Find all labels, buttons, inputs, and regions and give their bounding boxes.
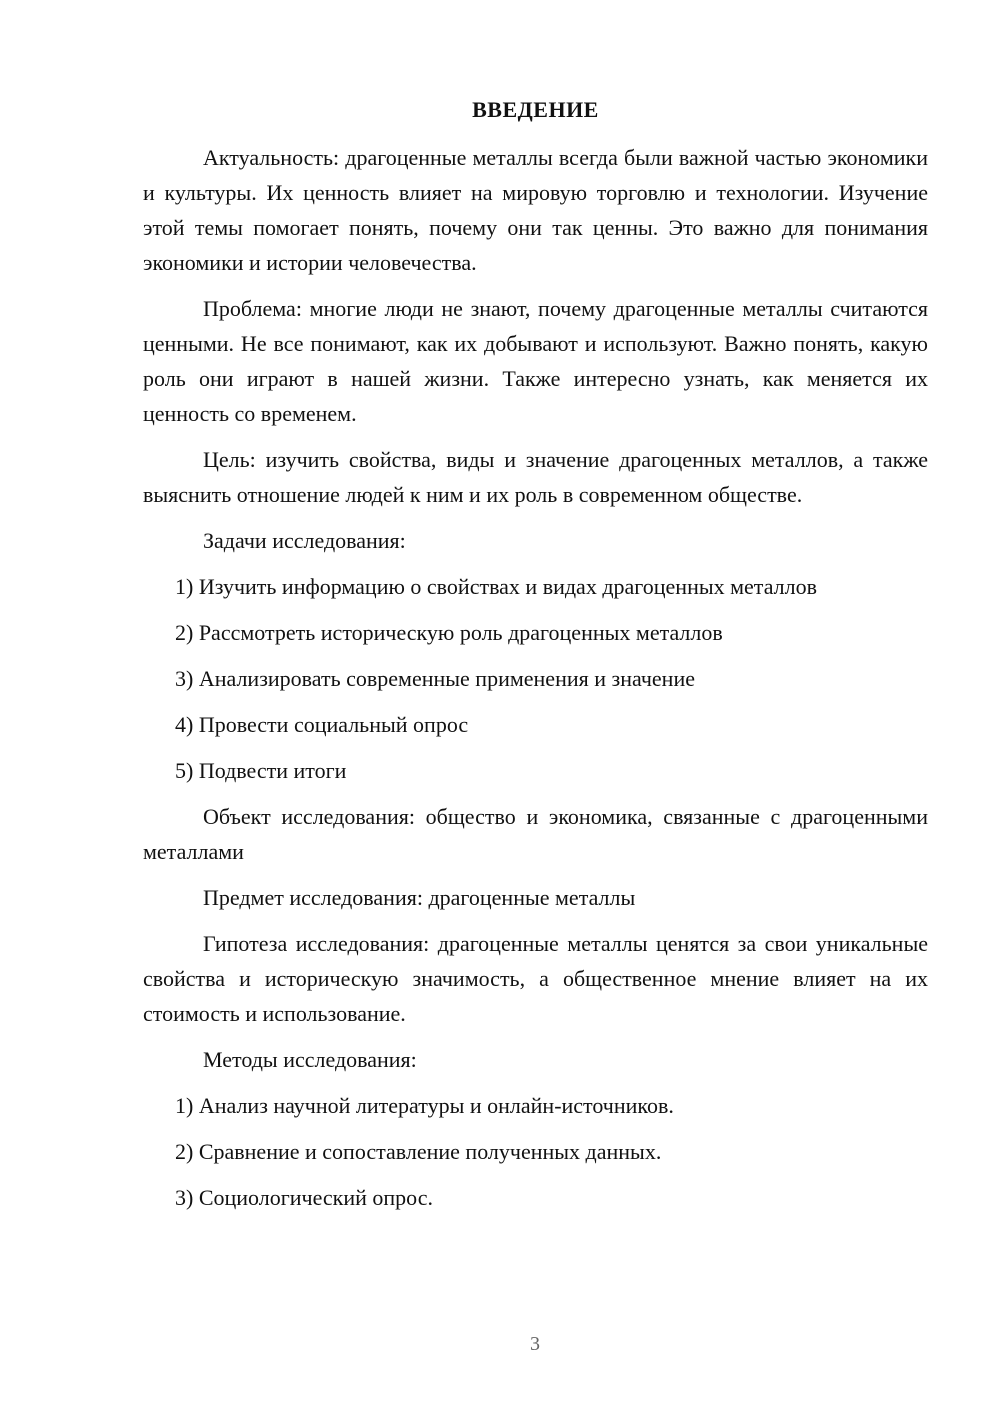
task-item: 4) Провести социальный опрос bbox=[175, 712, 469, 737]
method-item: 1) Анализ научной литературы и онлайн-источников. bbox=[175, 1093, 674, 1118]
task-item: 3) Анализировать современные применения и значение bbox=[175, 666, 695, 691]
object-paragraph: Объект исследования: общество и экономика, связанные с драгоценными металлами bbox=[143, 804, 928, 864]
document-page bbox=[143, 95, 928, 1226]
method-item: 2) Сравнение и сопоставление полученных данных. bbox=[175, 1139, 662, 1164]
methods-heading: Методы исследования: bbox=[203, 1047, 417, 1072]
task-item: 5) Подвести итоги bbox=[175, 758, 347, 783]
task-item: 2) Рассмотреть историческую роль драгоценных металлов bbox=[175, 620, 723, 645]
method-item: 3) Социологический опрос. bbox=[175, 1185, 433, 1210]
relevance-paragraph: Актуальность: драгоценные металлы всегда были важной частью экономики и культуры. Их ценность влияет на мировую торговлю и технологии. Изучение этой темы помогает понять, почему они так ценны. Это важно для понимания экономики и истории человечества. bbox=[143, 145, 928, 275]
tasks-list bbox=[143, 569, 928, 788]
methods-list bbox=[143, 1088, 928, 1215]
tasks-heading: Задачи исследования: bbox=[203, 528, 406, 553]
task-item: 1) Изучить информацию о свойствах и видах драгоценных металлов bbox=[175, 574, 817, 599]
goal-paragraph: Цель: изучить свойства, виды и значение драгоценных металлов, а также выяснить отношение людей к ним и их роль в современном обществе. bbox=[143, 447, 928, 507]
problem-paragraph: Проблема: многие люди не знают, почему драгоценные металлы считаются ценными. Не все понимают, как их добывают и используют. Важно понять, какую роль они играют в нашей жизни. Также интересно узнать, как меняется их ценность со временем. bbox=[143, 296, 928, 426]
hypothesis-paragraph: Гипотеза исследования: драгоценные металлы ценятся за свои уникальные свойства и историческую значимость, а общественное мнение влияет на их стоимость и использование. bbox=[143, 931, 928, 1026]
document-title: ВВЕДЕНИЕ bbox=[472, 97, 599, 122]
subject-paragraph: Предмет исследования: драгоценные металлы bbox=[203, 885, 636, 910]
page-number: 3 bbox=[530, 1333, 540, 1355]
